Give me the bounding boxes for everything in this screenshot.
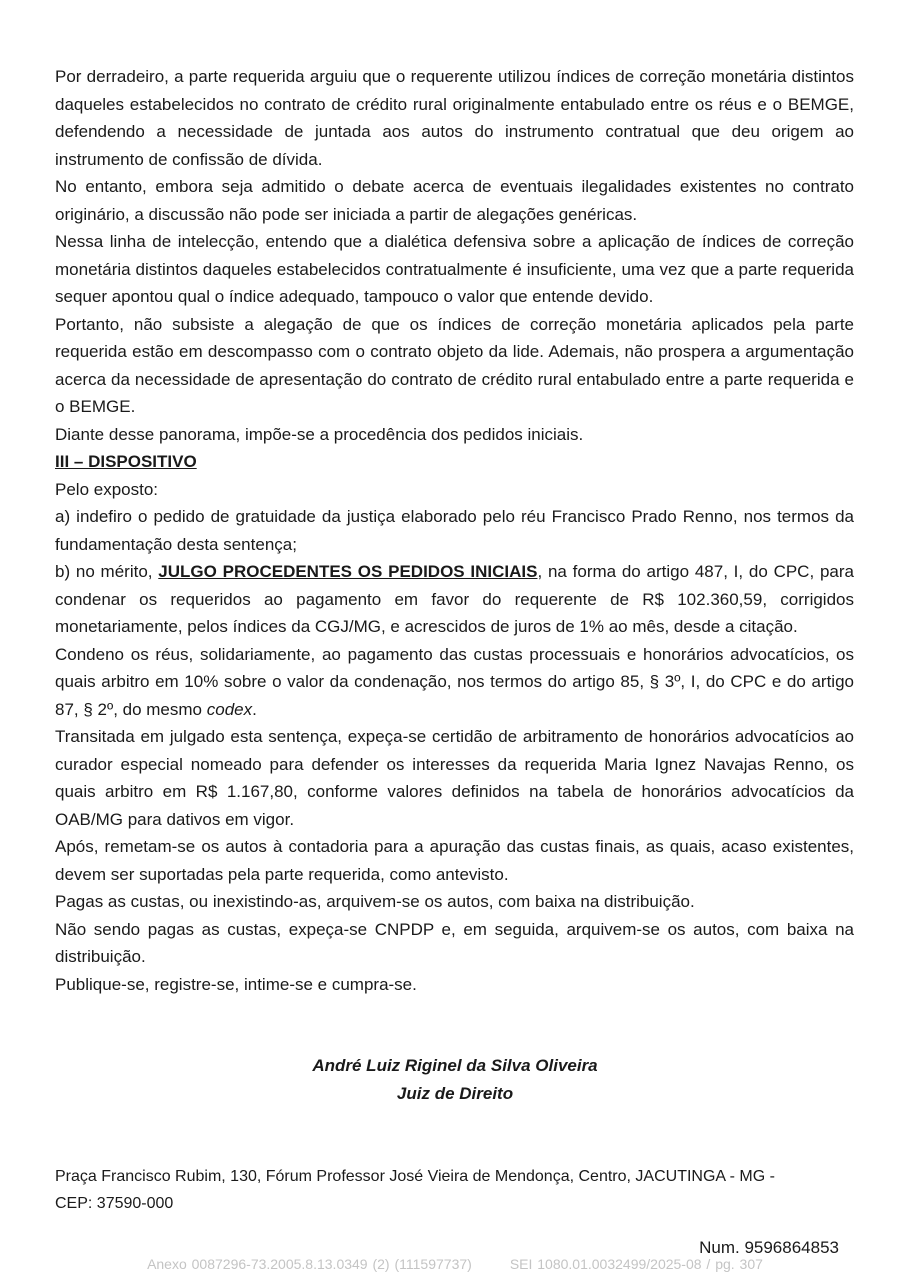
paragraph: [55, 558, 854, 641]
footer-stamp: [0, 1256, 910, 1272]
section-heading: III – DISPOSITIVO: [55, 452, 197, 471]
paragraph: Pagas as custas, ou inexistindo-as, arquivem-se os autos, com baixa na distribuição.: [55, 892, 695, 911]
paragraph: Pelo exposto:: [55, 479, 159, 499]
paragraph: Por derradeiro, a parte requerida arguiu que o requerente utilizou índices de correção monetária distintos daqueles estabelecidos no contrato de crédito rural originalmente entabulado entre os réus e o BEMGE, defendendo a necessidade de juntada aos autos do instrumento contratual que deu origem ao instrumento de confissão de dívida.: [55, 67, 854, 169]
paragraph: Nessa linha de intelecção, entendo que a dialética defensiva sobre a aplicação de índices de correção monetária distintos daqueles estabelecidos contratualmente é insuficiente, uma vez que a parte requerida sequer apontou qual o índice adequado, tampouco o valor que entende devido.: [55, 232, 854, 306]
address-line: Praça Francisco Rubim, 130, Fórum Professor José Vieira de Mendonça, Centro, JACUTINGA - MG -: [55, 1168, 775, 1185]
address-line: CEP: 37590-000: [55, 1195, 174, 1212]
paragraph-text: b) no mérito,: [55, 562, 159, 581]
paragraph: No entanto, embora seja admitido o debate acerca de eventuais ilegalidades existentes no contrato originário, a discussão não pode ser iniciada a partir de alegações genéricas.: [55, 177, 854, 224]
paragraph-text: .: [252, 699, 257, 719]
paragraph-text: , na forma do artigo 487, I, do CPC, para condenar os requeridos ao pagamento em favor do requerente de R$ 102.360,59, corrigidos monetariamente, pelos índices da CGJ/MG, e acrescidos de juros de 1% ao mês, desde a citação.: [55, 562, 854, 636]
paragraph-text: Condeno os réus, solidariamente, ao pagamento das custas processuais e honorários advocatícios, os quais arbitro em 10% sobre o valor da condenação, nos termos do artigo 85, § 3º, I, do CPC e do artigo 87, § 2º, do mesmo: [55, 644, 854, 719]
paragraph: Diante desse panorama, impõe-se a procedência dos pedidos iniciais.: [55, 424, 584, 444]
signer-name: André Luiz Riginel da Silva Oliveira: [312, 1056, 598, 1075]
paragraph: Após, remetam-se os autos à contadoria para a apuração das custas finais, as quais, acaso existentes, devem ser suportadas pela parte requerida, como antevisto.: [55, 837, 854, 884]
italic-term: codex: [206, 699, 253, 719]
paragraph: Publique-se, registre-se, intime-se e cumpra-se.: [55, 974, 417, 994]
document-number: Num. 9596864853: [699, 1238, 839, 1257]
footer-annex: Anexo 0087296-73.2005.8.13.0349 (2) (111597737): [147, 1256, 472, 1272]
document-body: [55, 63, 854, 998]
paragraph: a) indefiro o pedido de gratuidade da justiça elaborado pelo réu Francisco Prado Renno, nos termos da fundamentação desta sentença;: [55, 507, 854, 554]
paragraph: Transitada em julgado esta sentença, expeça-se certidão de arbitramento de honorários advocatícios ao curador especial nomeado para defender os interesses da requerida Maria Ignez Navajas Renno, os quais arbitro em R$ 1.167,80, conforme valores definidos na tabela de honorários advocatícios da OAB/MG para dativos em vigor.: [55, 727, 854, 829]
signer-role: Juiz de Direito: [396, 1084, 514, 1103]
verdict-emphasis: JULGO PROCEDENTES OS PEDIDOS INICIAIS: [158, 562, 538, 581]
paragraph: Portanto, não subsiste a alegação de que os índices de correção monetária aplicados pela parte requerida estão em descompasso com o contrato objeto da lide. Ademais, não prospera a argumentação acerca da necessidade de apresentação do contrato de crédito rural entabulado entre a parte requerida e o BEMGE.: [55, 314, 854, 416]
footer-sei: SEI 1080.01.0032499/2025-08 / pg. 307: [509, 1256, 763, 1272]
signature-block: [0, 1052, 910, 1108]
paragraph: Não sendo pagas as custas, expeça-se CNPDP e, em seguida, arquivem-se os autos, com baixa na distribuição.: [55, 919, 854, 966]
court-address: [55, 1163, 845, 1217]
paragraph: [55, 641, 854, 724]
